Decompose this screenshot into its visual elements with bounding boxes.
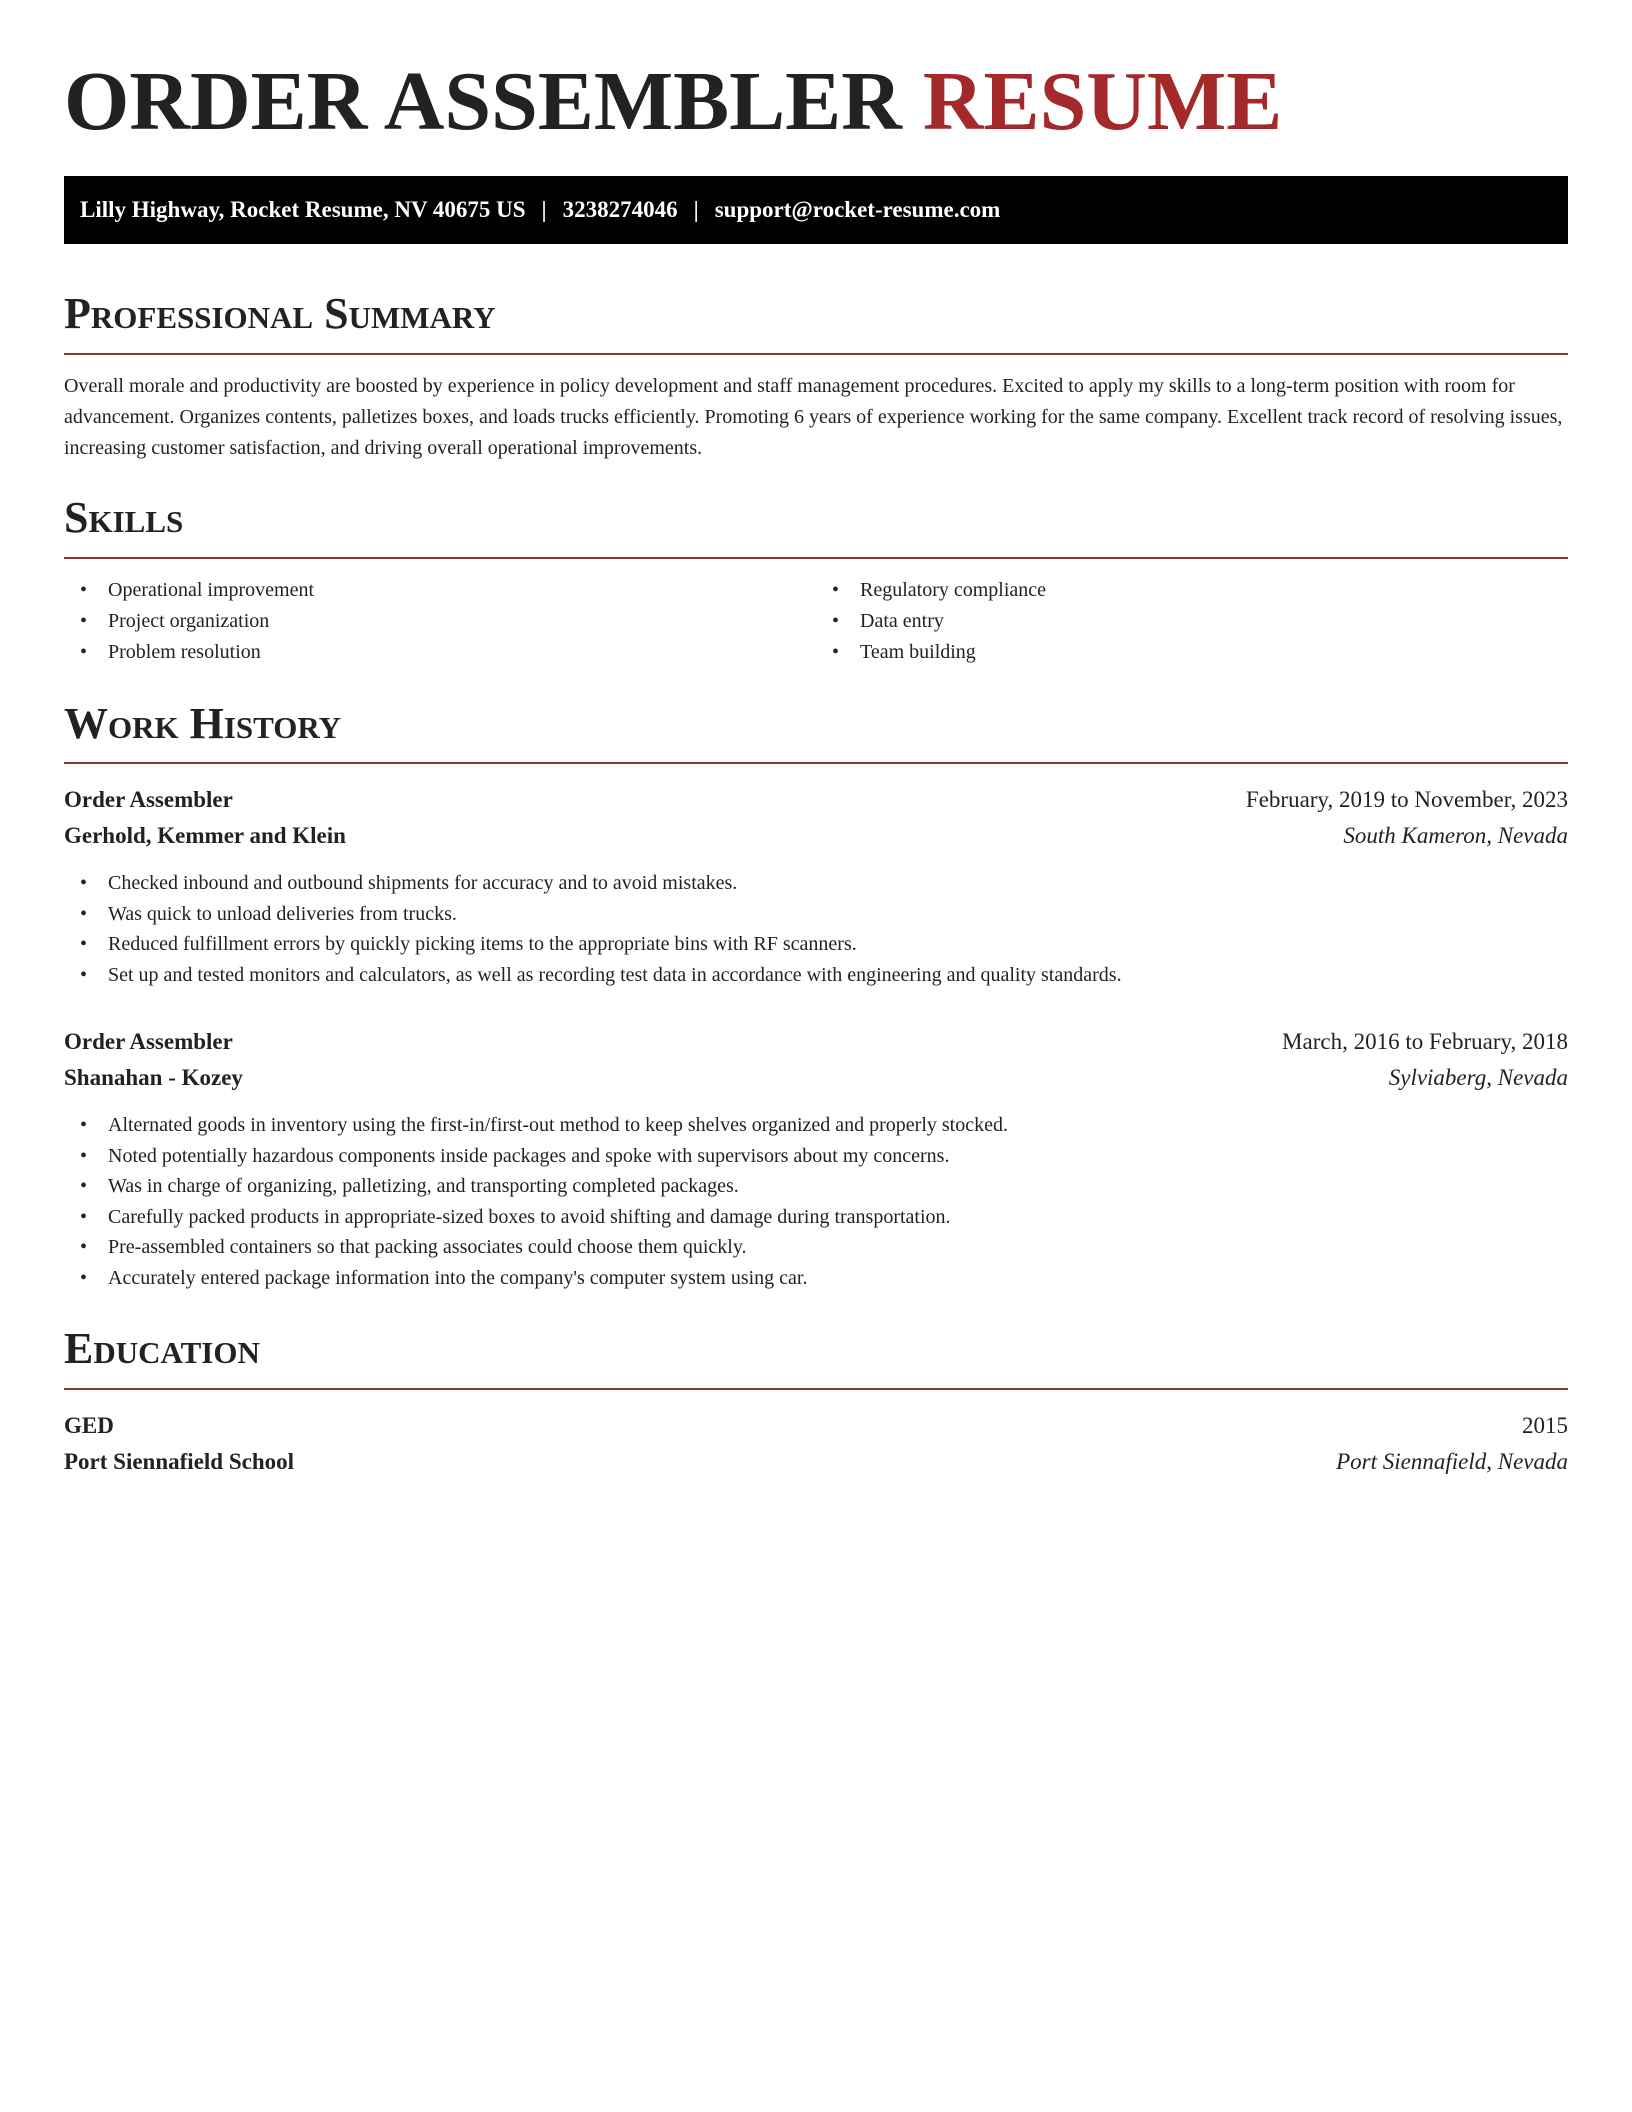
job-dates: February, 2019 to November, 2023 (1245, 787, 1568, 813)
summary-text: Overall morale and productivity are boosted by experience in policy development and staff management procedures. Excited to apply my skills to a long-term position with room for advancement. Organizes contents, palletizes boxes, and loads trucks efficiently. Promoting 6 years of experience working for the same company. Excellent track record of resolving issues, increasing customer satisfaction, and driving overall operational improvements. (64, 374, 1563, 459)
education-entry (64, 1408, 1568, 1480)
work-history-heading: Work History (64, 698, 1568, 765)
job-bullet: • Alternated goods in inventory using the first-in/first-out method to keep shelves organized and properly stocked. (64, 1110, 1568, 1141)
summary-heading: Professional Summary (64, 288, 1568, 355)
job-bullet: • Carefully packed products in appropriate-sized boxes to avoid shifting and damage during transportation. (64, 1202, 1568, 1233)
job-title: Order Assembler (64, 1029, 233, 1055)
job-bullet: • Was in charge of organizing, palletizing, and transporting completed packages. (64, 1171, 1568, 1202)
job-location: Sylviaberg, Nevada (1388, 1065, 1568, 1091)
contact-separator: | (693, 197, 699, 222)
skill-item: • Operational improvement (64, 575, 816, 606)
skills-heading: Skills (64, 492, 1568, 559)
skill-item: • Problem resolution (64, 637, 816, 668)
contact-separator: | (541, 197, 547, 222)
skills-column-right (816, 575, 1568, 668)
skills-column-left (64, 575, 816, 668)
job-bullet: • Set up and tested monitors and calculators, as well as recording test data in accordance with engineering and quality standards. (64, 960, 1568, 991)
skill-item: • Project organization (64, 606, 816, 637)
job-title: Order Assembler (64, 787, 233, 813)
title-main: ORDER ASSEMBLER (64, 55, 902, 148)
job-bullet: • Was quick to unload deliveries from trucks. (64, 899, 1568, 930)
job-entry (64, 782, 1568, 990)
job-company: Gerhold, Kemmer and Klein (64, 823, 346, 849)
job-bullet: • Pre-assembled containers so that packing associates could choose them quickly. (64, 1232, 1568, 1263)
job-bullet: • Checked inbound and outbound shipments for accuracy and to avoid mistakes. (64, 868, 1568, 899)
education-year: 2015 (1522, 1413, 1568, 1439)
job-bullet: • Accurately entered package information into the company's computer system using car. (64, 1263, 1568, 1294)
job-bullet: • Noted potentially hazardous components inside packages and spoke with supervisors about my concerns. (64, 1141, 1568, 1172)
skill-item: • Regulatory compliance (816, 575, 1568, 606)
job-bullet: • Reduced fulfillment errors by quickly picking items to the appropriate bins with RF scanners. (64, 929, 1568, 960)
education-heading: Education (64, 1323, 1568, 1390)
job-bullets (64, 868, 1568, 990)
title-accent: RESUME (922, 55, 1283, 148)
contact-bar (64, 176, 1568, 244)
education-degree: GED (64, 1413, 114, 1439)
job-bullets (64, 1110, 1568, 1293)
resume-title (64, 0, 1568, 176)
contact-email: support@rocket-resume.com (714, 197, 1001, 222)
job-company: Shanahan - Kozey (64, 1065, 243, 1091)
education-location: Port Siennafield, Nevada (1336, 1449, 1568, 1475)
skill-item: • Team building (816, 637, 1568, 668)
education-school: Port Siennafield School (64, 1449, 295, 1475)
skills-list (64, 575, 1568, 668)
contact-phone: 3238274046 (562, 197, 678, 222)
job-location: South Kameron, Nevada (1343, 823, 1568, 849)
contact-address: Lilly Highway, Rocket Resume, NV 40675 US (80, 197, 526, 222)
job-entry (64, 1024, 1568, 1293)
job-dates: March, 2016 to February, 2018 (1282, 1029, 1568, 1055)
skill-item: • Data entry (816, 606, 1568, 637)
